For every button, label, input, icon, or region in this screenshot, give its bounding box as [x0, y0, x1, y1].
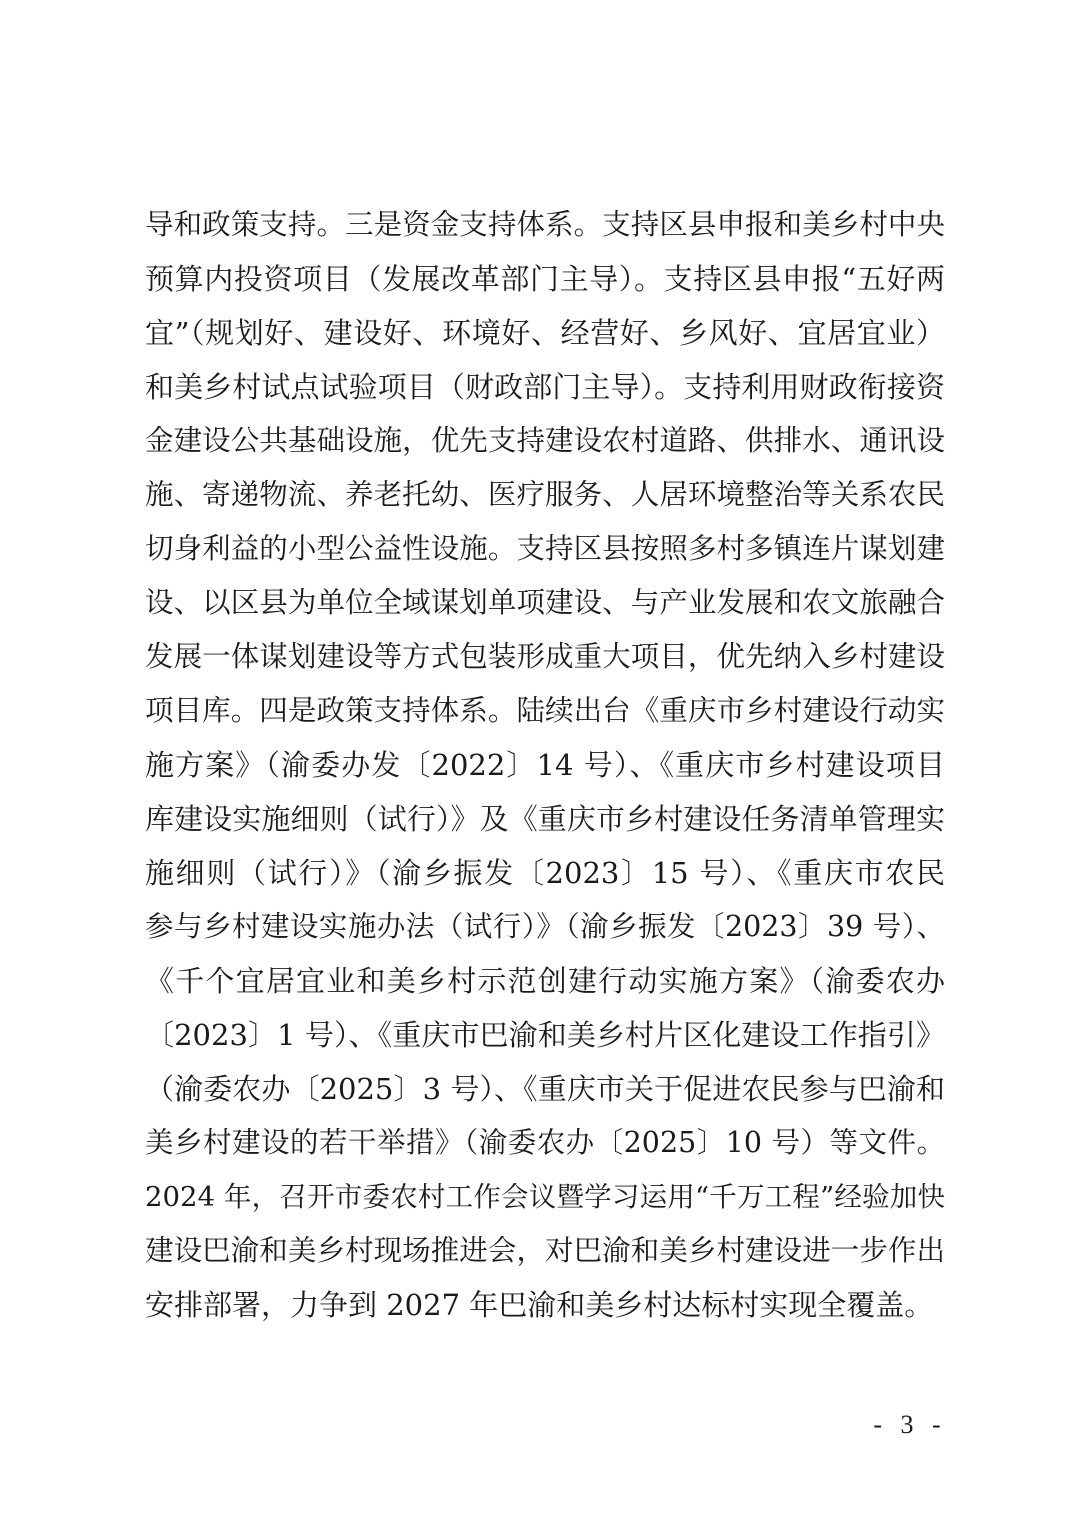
text-line: 施方案》（渝委办发〔2022〕14 号）、《重庆市乡村建设项目 — [145, 748, 945, 782]
text-line: 库建设实施细则（试行）》及《重庆市乡村建设任务清单管理实 — [145, 802, 945, 836]
text-line: 《千个宜居宜业和美乡村示范创建行动实施方案》（渝委农办 — [145, 964, 945, 998]
text-line: （渝委农办〔2025〕3 号）、《重庆市关于促进农民参与巴渝和 — [145, 1072, 945, 1106]
text-line: 设、以区县为单位全域谋划单项建设、与产业发展和农文旅融合 — [145, 586, 945, 619]
text-line: 切身利益的小型公益性设施。支持区县按照多村多镇连片谋划建 — [145, 532, 945, 565]
text-line: 施细则（试行）》（渝乡振发〔2023〕15 号）、《重庆市农民 — [145, 856, 945, 890]
text-line: 美乡村建设的若干举措》（渝委农办〔2025〕10 号）等文件。 — [145, 1126, 945, 1159]
text-line: 预算内投资项目（发展改革部门主导）。支持区县申报“五好两 — [145, 262, 945, 296]
text-line: 2024 年，召开市委农村工作会议暨学习运用“千万工程”经验加快 — [145, 1181, 945, 1213]
text-line: 金建设公共基础设施，优先支持建设农村道路、供排水、通讯设 — [145, 424, 945, 457]
text-line: 建设巴渝和美乡村现场推进会，对巴渝和美乡村建设进一步作出 — [145, 1234, 945, 1267]
text-line: 项目库。四是政策支持体系。陆续出台《重庆市乡村建设行动实 — [145, 694, 945, 727]
text-line: 安排部署，力争到 2027 年巴渝和美乡村达标村实现全覆盖。 — [145, 1288, 934, 1322]
text-line: 发展一体谋划建设等方式包装形成重大项目，优先纳入乡村建设 — [145, 640, 945, 673]
text-line: 参与乡村建设实施办法（试行）》（渝乡振发〔2023〕39 号）、 — [145, 910, 945, 943]
text-line: 施、寄递物流、养老托幼、医疗服务、人居环境整治等关系农民 — [145, 478, 945, 511]
body-text — [145, 198, 945, 1332]
text-line: 宜”（规划好、建设好、环境好、经营好、乡风好、宜居宜业） — [145, 316, 945, 350]
text-line: 〔2023〕1 号）、《重庆市巴渝和美乡村片区化建设工作指引》 — [145, 1018, 945, 1052]
page-number: - 3 - — [873, 1410, 947, 1439]
text-line: 导和政策支持。三是资金支持体系。支持区县申报和美乡村中央 — [145, 208, 945, 241]
text-line: 和美乡村试点试验项目（财政部门主导）。支持利用财政衔接资 — [145, 370, 945, 404]
